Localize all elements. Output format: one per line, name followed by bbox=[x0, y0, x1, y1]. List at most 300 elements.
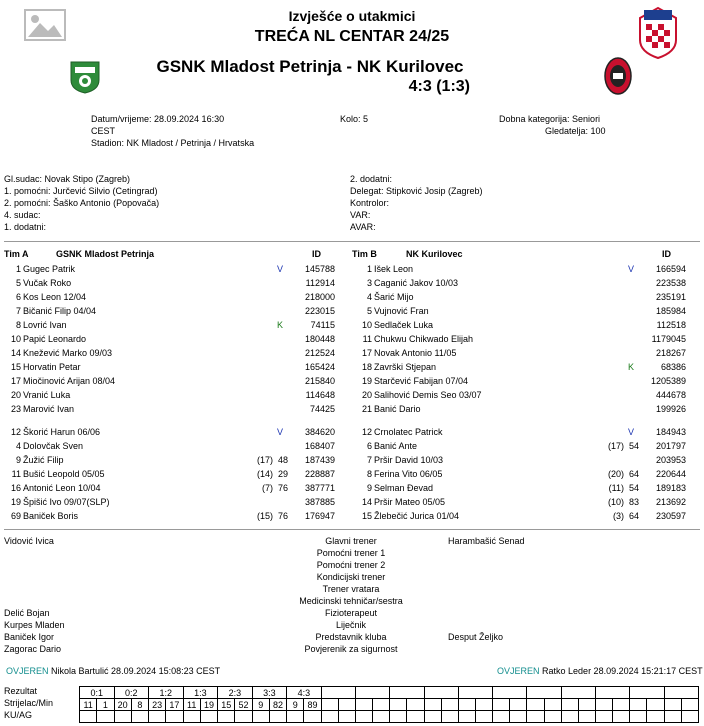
player-number: 18 bbox=[361, 362, 372, 372]
player-id: 213692 bbox=[655, 497, 686, 507]
player-number: 3 bbox=[366, 278, 372, 288]
player-name: Bušić Leopold 05/05 bbox=[23, 469, 105, 479]
cards-label: KU/AG bbox=[4, 710, 33, 720]
empty-cell bbox=[321, 699, 338, 711]
empty-cell bbox=[355, 699, 372, 711]
card-cell bbox=[114, 711, 131, 723]
captain-mark: K bbox=[627, 362, 634, 372]
player-number: 5 bbox=[15, 278, 21, 288]
player-id: 387771 bbox=[304, 483, 335, 493]
goal-minute-cell: 52 bbox=[235, 699, 252, 711]
card-cell bbox=[390, 711, 407, 723]
scorer-number-cell: 15 bbox=[218, 699, 235, 711]
player-row bbox=[0, 361, 350, 373]
scorer-number-cell: 23 bbox=[149, 699, 166, 711]
player-row bbox=[351, 263, 701, 275]
empty-cell bbox=[475, 699, 492, 711]
player-name: Vranić Luka bbox=[23, 390, 71, 400]
player-number: 7 bbox=[366, 455, 372, 465]
result-score-cell bbox=[527, 687, 561, 699]
card-cell bbox=[561, 711, 578, 723]
player-name: Dolovčak Sven bbox=[23, 441, 84, 451]
goal-minute-cell: 19 bbox=[200, 699, 217, 711]
player-name: Miočinović Arijan 08/04 bbox=[23, 376, 116, 386]
player-name: Ferina Vito 06/05 bbox=[374, 469, 443, 479]
verified-label: OVJEREN bbox=[497, 666, 540, 676]
player-name: Banić Dario bbox=[374, 404, 421, 414]
player-row bbox=[0, 440, 350, 452]
scorer-number-cell: 9 bbox=[287, 699, 304, 711]
official-line: Kontrolor: bbox=[350, 198, 390, 208]
player-number: 8 bbox=[366, 469, 372, 479]
official-line: 4. sudac: bbox=[4, 210, 41, 220]
staff-role: Pomoćni trener 1 bbox=[316, 548, 386, 558]
match-stadium: Stadion: NK Mladost / Petrinja / Hrvatska bbox=[91, 138, 255, 148]
player-row bbox=[351, 496, 701, 508]
player-row bbox=[0, 347, 350, 359]
match-timezone: CEST bbox=[91, 126, 116, 136]
player-row bbox=[0, 305, 350, 317]
card-cell bbox=[510, 711, 527, 723]
official-line: 1. dodatni: bbox=[4, 222, 47, 232]
player-number: 4 bbox=[366, 292, 372, 302]
substitution-info: (17) 48 bbox=[256, 455, 288, 465]
match-teams: GSNK Mladost Petrinja - NK Kurilovec bbox=[156, 57, 464, 76]
player-name: Marović Ivan bbox=[23, 404, 75, 414]
player-row bbox=[0, 263, 350, 275]
verified-by: Nikola Bartulić 28.09.2024 15:08:23 CEST bbox=[51, 666, 221, 676]
player-id: 74115 bbox=[310, 320, 335, 330]
staff-role: Predstavnik kluba bbox=[315, 632, 387, 642]
card-cell bbox=[630, 711, 647, 723]
player-name: Šarić Mijo bbox=[374, 292, 414, 302]
player-number: 17 bbox=[361, 348, 372, 358]
staff-role: Pomoćni trener 2 bbox=[316, 560, 386, 570]
player-name: Starčević Fabijan 07/04 bbox=[374, 376, 469, 386]
team-a-name: GSNK Mladost Petrinja bbox=[56, 249, 155, 259]
player-number: 5 bbox=[366, 306, 372, 316]
player-number: 9 bbox=[366, 483, 372, 493]
card-cell bbox=[475, 711, 492, 723]
substitution-info: (3) 64 bbox=[612, 511, 639, 521]
goal-minute-cell: 8 bbox=[131, 699, 148, 711]
player-id: 220644 bbox=[655, 469, 686, 479]
card-cell bbox=[441, 711, 458, 723]
player-row bbox=[351, 482, 701, 494]
player-id: 166594 bbox=[655, 264, 686, 274]
player-number: 11 bbox=[11, 469, 21, 479]
empty-cell bbox=[630, 699, 647, 711]
result-score-cell: 1:3 bbox=[183, 687, 218, 699]
result-score-cell bbox=[424, 687, 458, 699]
substitution-info: (11) 54 bbox=[608, 483, 639, 493]
player-number: 12 bbox=[10, 427, 21, 437]
result-score-cell bbox=[390, 687, 424, 699]
result-score-cell: 1:2 bbox=[149, 687, 184, 699]
player-id: 218000 bbox=[304, 292, 335, 302]
league-title: TREĆA NL CENTAR 24/25 bbox=[254, 28, 450, 45]
player-name: Selman Đevad bbox=[374, 483, 434, 493]
staff-name-a: Vidović Ivica bbox=[4, 536, 54, 546]
player-row bbox=[0, 403, 350, 415]
card-cell bbox=[613, 711, 630, 723]
player-number: 69 bbox=[10, 511, 21, 521]
card-cell bbox=[235, 711, 252, 723]
substitution-info: (7) 76 bbox=[261, 483, 288, 493]
match-round: Kolo: 5 bbox=[340, 114, 369, 124]
empty-cell bbox=[613, 699, 630, 711]
player-id: 189183 bbox=[655, 483, 686, 493]
player-row bbox=[0, 454, 350, 466]
player-row bbox=[351, 426, 701, 438]
team-a-id-header: ID bbox=[312, 249, 321, 259]
goalkeeper-mark: V bbox=[627, 264, 634, 274]
player-id: 387885 bbox=[304, 497, 335, 507]
player-name: Vučak Roko bbox=[23, 278, 72, 288]
scorer-number-cell: 11 bbox=[80, 699, 97, 711]
card-cell bbox=[407, 711, 424, 723]
player-row bbox=[351, 305, 701, 317]
player-number: 9 bbox=[15, 455, 21, 465]
player-row bbox=[0, 496, 350, 508]
card-cell bbox=[595, 711, 612, 723]
player-number: 21 bbox=[361, 404, 372, 414]
player-name: Banić Ante bbox=[374, 441, 418, 451]
result-score-cell bbox=[630, 687, 664, 699]
player-id: 74425 bbox=[309, 404, 335, 414]
player-name: Knežević Marko 09/03 bbox=[23, 348, 113, 358]
empty-cell bbox=[424, 699, 441, 711]
officials-left bbox=[4, 173, 159, 233]
player-number: 4 bbox=[15, 441, 21, 451]
player-row bbox=[351, 319, 701, 331]
substitution-info: (17) 54 bbox=[607, 441, 639, 451]
goal-minute-cell: 89 bbox=[304, 699, 321, 711]
player-row bbox=[351, 389, 701, 401]
empty-cell bbox=[595, 699, 612, 711]
empty-cell bbox=[578, 699, 595, 711]
player-id: 184943 bbox=[655, 427, 686, 437]
empty-cell bbox=[407, 699, 424, 711]
player-row bbox=[351, 468, 701, 480]
player-row bbox=[0, 375, 350, 387]
player-name: Išek Leon bbox=[374, 264, 414, 274]
player-number: 19 bbox=[10, 497, 21, 507]
player-number: 14 bbox=[10, 348, 21, 358]
player-id: 215840 bbox=[304, 376, 335, 386]
player-name: Baniček Boris bbox=[23, 511, 79, 521]
card-cell bbox=[218, 711, 235, 723]
card-cell bbox=[304, 711, 321, 723]
results-label: Rezultat bbox=[4, 686, 38, 696]
scorers-label: Strijelac/Min bbox=[4, 698, 54, 708]
card-cell bbox=[200, 711, 217, 723]
player-name: Novak Antonio 11/05 bbox=[374, 348, 457, 358]
empty-cell bbox=[390, 699, 407, 711]
scorer-number-cell: 11 bbox=[183, 699, 200, 711]
staff-role: Kondicijski trener bbox=[316, 572, 386, 582]
substitution-info: (15) 76 bbox=[256, 511, 288, 521]
card-cell bbox=[664, 711, 681, 723]
player-id: 112914 bbox=[305, 278, 335, 288]
card-cell bbox=[355, 711, 372, 723]
empty-cell bbox=[338, 699, 355, 711]
player-id: 1205389 bbox=[650, 376, 686, 386]
card-cell bbox=[578, 711, 595, 723]
result-score-cell bbox=[561, 687, 595, 699]
player-number: 15 bbox=[361, 511, 372, 521]
verified-label: OVJEREN bbox=[6, 666, 49, 676]
substitution-info: (14) 29 bbox=[256, 469, 288, 479]
player-number: 6 bbox=[15, 292, 21, 302]
goalkeeper-mark: V bbox=[276, 427, 283, 437]
official-line: 1. pomoćni: Jurčević Silvio (Cetingrad) bbox=[4, 186, 158, 196]
player-row bbox=[351, 440, 701, 452]
player-name: Horvatin Petar bbox=[23, 362, 81, 372]
player-number: 19 bbox=[361, 376, 372, 386]
match-category: Dobna kategorija: Seniori bbox=[499, 114, 601, 124]
card-cell bbox=[458, 711, 475, 723]
official-line: 2. dodatni: bbox=[350, 174, 393, 184]
result-score-cell: 3:3 bbox=[252, 687, 287, 699]
match-score: 4:3 (1:3) bbox=[408, 78, 470, 95]
substitution-info: (20) 64 bbox=[607, 469, 639, 479]
player-number: 14 bbox=[361, 497, 372, 507]
player-row bbox=[351, 375, 701, 387]
player-number: 7 bbox=[15, 306, 21, 316]
result-score-cell: 0:2 bbox=[114, 687, 149, 699]
player-id: 201797 bbox=[655, 441, 686, 451]
empty-cell bbox=[681, 699, 698, 711]
card-cell bbox=[131, 711, 148, 723]
card-cell bbox=[321, 711, 338, 723]
player-name: Salihović Demis Seo 03/07 bbox=[374, 390, 482, 400]
staff-role: Trener vratara bbox=[322, 584, 380, 594]
official-line: VAR: bbox=[350, 210, 371, 220]
card-cell bbox=[424, 711, 441, 723]
staff-name-a: Delić Bojan bbox=[4, 608, 50, 618]
card-cell bbox=[97, 711, 114, 723]
player-name: Kos Leon 12/04 bbox=[23, 292, 87, 302]
verification-left bbox=[6, 666, 220, 676]
player-name: Bičanić Filip 04/04 bbox=[23, 306, 97, 316]
empty-cell bbox=[544, 699, 561, 711]
card-cell bbox=[252, 711, 269, 723]
player-row bbox=[0, 333, 350, 345]
result-score-cell: 2:3 bbox=[218, 687, 253, 699]
player-id: 212524 bbox=[304, 348, 335, 358]
player-name: Pršir Mateo 05/05 bbox=[374, 497, 446, 507]
goal-minute-cell: 82 bbox=[269, 699, 286, 711]
staff-name-a: Baniček Igor bbox=[4, 632, 55, 642]
player-row bbox=[0, 482, 350, 494]
player-id: 168407 bbox=[304, 441, 335, 451]
result-score-cell bbox=[458, 687, 492, 699]
player-number: 20 bbox=[361, 390, 372, 400]
result-score-cell bbox=[321, 687, 355, 699]
staff-name-a: Kurpes Mladen bbox=[4, 620, 65, 630]
scorer-number-cell: 9 bbox=[252, 699, 269, 711]
empty-cell bbox=[510, 699, 527, 711]
player-number: 12 bbox=[361, 427, 372, 437]
staff-role: Fizioterapeut bbox=[324, 608, 378, 618]
card-cell bbox=[544, 711, 561, 723]
player-row bbox=[0, 319, 350, 331]
player-name: Antonić Leon 10/04 bbox=[23, 483, 101, 493]
player-row bbox=[351, 333, 701, 345]
player-id: 223015 bbox=[304, 306, 335, 316]
staff-name-b: Harambašić Senad bbox=[448, 536, 525, 546]
player-id: 185984 bbox=[655, 306, 686, 316]
substitution-info: (10) 83 bbox=[607, 497, 639, 507]
player-number: 23 bbox=[10, 404, 21, 414]
team-b-label: Tim B bbox=[352, 249, 377, 259]
player-number: 15 bbox=[10, 362, 21, 372]
report-title: Izvješće o utakmici bbox=[288, 8, 416, 24]
player-row bbox=[0, 510, 350, 522]
player-id: 114648 bbox=[305, 390, 335, 400]
official-line: Delegat: Stipković Josip (Zagreb) bbox=[350, 186, 483, 196]
staff-role: Medicinski tehničar/sestra bbox=[299, 596, 403, 606]
divider bbox=[4, 241, 700, 242]
player-name: Sedlaček Luka bbox=[374, 320, 434, 330]
player-row bbox=[0, 426, 350, 438]
player-row bbox=[351, 347, 701, 359]
official-line: AVAR: bbox=[350, 222, 376, 232]
card-cell bbox=[149, 711, 166, 723]
goal-minute-cell: 1 bbox=[97, 699, 114, 711]
player-id: 235191 bbox=[655, 292, 686, 302]
empty-cell bbox=[441, 699, 458, 711]
player-id: 180448 bbox=[304, 334, 335, 344]
player-number: 17 bbox=[10, 376, 21, 386]
player-number: 10 bbox=[10, 334, 21, 344]
player-id: 444678 bbox=[655, 390, 686, 400]
card-cell bbox=[647, 711, 664, 723]
verification-right bbox=[497, 666, 703, 676]
empty-cell bbox=[493, 699, 510, 711]
card-cell bbox=[493, 711, 510, 723]
empty-cell bbox=[458, 699, 475, 711]
card-cell bbox=[269, 711, 286, 723]
player-id: 187439 bbox=[304, 455, 335, 465]
card-cell bbox=[681, 711, 698, 723]
match-datetime: Datum/vrijeme: 28.09.2024 16:30 bbox=[91, 114, 225, 124]
goalkeeper-mark: V bbox=[627, 427, 634, 437]
staff-name-b: Desput Željko bbox=[448, 632, 504, 642]
player-number: 1 bbox=[366, 264, 372, 274]
player-row bbox=[0, 389, 350, 401]
official-line: Gl.sudac: Novak Stipo (Zagreb) bbox=[4, 174, 131, 184]
results-table bbox=[79, 686, 699, 723]
team-a-label: Tim A bbox=[4, 249, 29, 259]
empty-cell bbox=[664, 699, 681, 711]
player-row bbox=[351, 510, 701, 522]
player-id: 145788 bbox=[304, 264, 335, 274]
player-number: 6 bbox=[366, 441, 372, 451]
staff-name-a: Zagorac Dario bbox=[4, 644, 62, 654]
officials-right bbox=[350, 173, 483, 233]
staff-role: Liječnik bbox=[335, 620, 366, 630]
player-name: Pršir David 10/03 bbox=[374, 455, 444, 465]
player-name: Papić Leonardo bbox=[23, 334, 87, 344]
player-row bbox=[351, 291, 701, 303]
scorer-number-cell: 20 bbox=[114, 699, 131, 711]
player-id: 230597 bbox=[655, 511, 686, 521]
player-id: 112518 bbox=[656, 320, 686, 330]
player-name: Caganić Jakov 10/03 bbox=[374, 278, 459, 288]
player-id: 228887 bbox=[304, 469, 335, 479]
staff-role: Glavni trener bbox=[325, 536, 377, 546]
result-score-cell: 0:1 bbox=[80, 687, 115, 699]
player-name: Gugec Patrik bbox=[23, 264, 76, 274]
verified-by: Ratko Leder 28.09.2024 15:21:17 CEST bbox=[542, 666, 703, 676]
team-b-name: NK Kurilovec bbox=[406, 249, 463, 259]
player-row bbox=[0, 277, 350, 289]
player-name: Chukwu Chikwado Elijah bbox=[374, 334, 474, 344]
match-spectators: Gledatelja: 100 bbox=[545, 126, 606, 136]
player-name: Lovrić Ivan bbox=[23, 320, 67, 330]
player-name: Žužić Filip bbox=[23, 455, 64, 465]
player-id: 1179045 bbox=[651, 334, 686, 344]
empty-cell bbox=[527, 699, 544, 711]
player-name: Špišić Ivo 09/07(SLP) bbox=[23, 497, 110, 507]
player-name: Vujnović Fran bbox=[374, 306, 429, 316]
player-id: 203953 bbox=[655, 455, 686, 465]
player-name: Žlebečić Jurica 01/04 bbox=[374, 511, 460, 521]
player-row bbox=[0, 468, 350, 480]
player-row bbox=[0, 291, 350, 303]
official-line: 2. pomoćni: Šaško Antonio (Popovača) bbox=[4, 198, 160, 208]
player-row bbox=[351, 361, 701, 373]
result-score-cell bbox=[493, 687, 527, 699]
player-row bbox=[351, 403, 701, 415]
empty-cell bbox=[561, 699, 578, 711]
player-number: 20 bbox=[10, 390, 21, 400]
player-id: 223538 bbox=[655, 278, 686, 288]
player-number: 16 bbox=[10, 483, 21, 493]
player-row bbox=[351, 277, 701, 289]
player-name: Škorić Harun 06/06 bbox=[23, 427, 101, 437]
captain-mark: K bbox=[276, 320, 283, 330]
team-b-id-header: ID bbox=[662, 249, 671, 259]
goalkeeper-mark: V bbox=[276, 264, 283, 274]
card-cell bbox=[373, 711, 390, 723]
card-cell bbox=[183, 711, 200, 723]
player-id: 199926 bbox=[655, 404, 686, 414]
result-score-cell: 4:3 bbox=[287, 687, 322, 699]
card-cell bbox=[80, 711, 97, 723]
divider bbox=[4, 529, 700, 530]
empty-cell bbox=[647, 699, 664, 711]
empty-cell bbox=[373, 699, 390, 711]
result-score-cell bbox=[664, 687, 699, 699]
player-id: 176947 bbox=[304, 511, 335, 521]
card-cell bbox=[338, 711, 355, 723]
card-cell bbox=[287, 711, 304, 723]
player-name: Crnolatec Patrick bbox=[374, 427, 443, 437]
result-score-cell bbox=[595, 687, 629, 699]
result-score-cell bbox=[355, 687, 389, 699]
player-number: 1 bbox=[15, 264, 21, 274]
card-cell bbox=[166, 711, 183, 723]
goal-minute-cell: 17 bbox=[166, 699, 183, 711]
card-cell bbox=[527, 711, 544, 723]
player-row bbox=[351, 454, 701, 466]
player-id: 218267 bbox=[655, 348, 686, 358]
player-number: 8 bbox=[15, 320, 21, 330]
player-id: 165424 bbox=[304, 362, 335, 372]
